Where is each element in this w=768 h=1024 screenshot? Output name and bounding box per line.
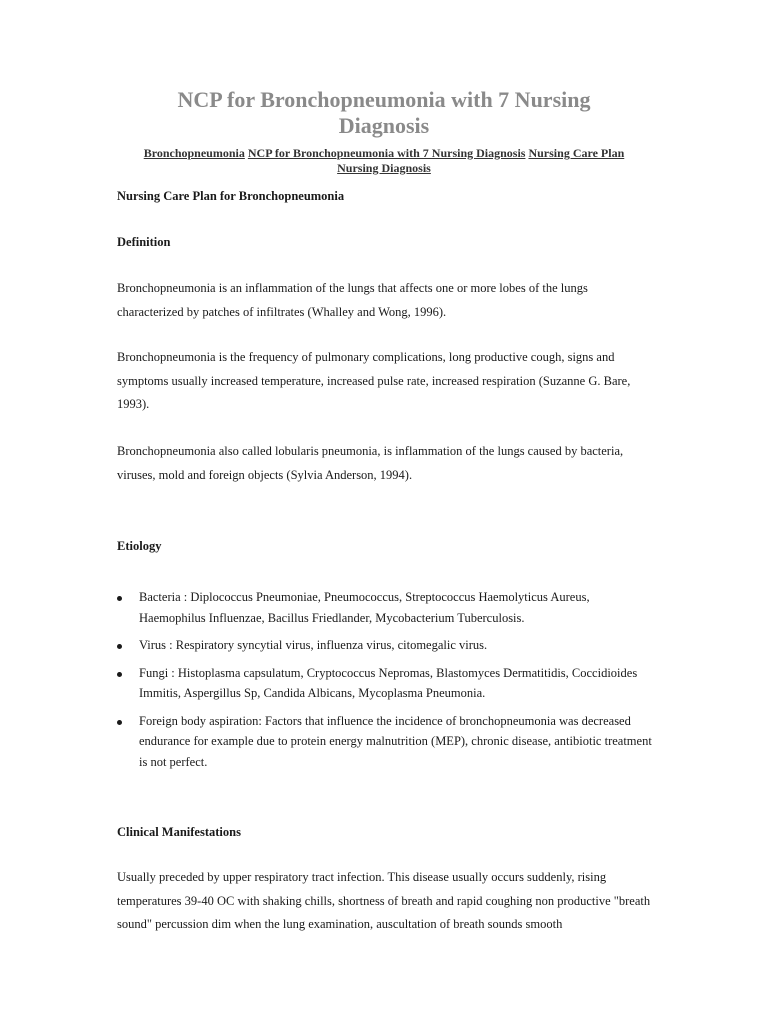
tag-link-nursing-diagnosis[interactable]: Nursing Diagnosis (337, 161, 431, 175)
clinical-paragraph: Usually preceded by upper respiratory tract infection. This disease usually occurs suddenly, rising temperatures 39-40 OC with shaking chills, shortness of breath and rapid coughing non productive "breath sound" percussion dim when the lung examination, auscultation of breath sounds smooth (117, 870, 651, 931)
etiology-item-text: Foreign body aspiration: Factors that influence the incidence of bronchopneumonia was decreased endurance for example due to protein energy malnutrition (MEP), chronic disease, antibiotic treatment is not perfect. (139, 713, 652, 769)
definition-heading: Definition (117, 235, 171, 249)
list-item (117, 635, 657, 656)
etiology-item-text: Bacteria : Diplococcus Pneumoniae, Pneumococcus, Streptococcus Haemolyticus Aureus, Haemophilus Influenzae, Bacillus Friedlander, Mycobacterium Tuberculosis. (139, 590, 590, 625)
definition-paragraph-3: Bronchopneumonia also called lobularis pneumonia, is inflammation of the lungs caused by bacteria, viruses, mold and foreign objects (Sylvia Anderson, 1994). (117, 444, 624, 482)
etiology-item-text: Virus : Respiratory syncytial virus, influenza virus, citomegalic virus. (139, 638, 488, 652)
definition-paragraph-2: Bronchopneumonia is the frequency of pulmonary complications, long productive cough, signs and symptoms usually increased temperature, increased pulse rate, increased respiration (Suzanne G. Bare, 1993). (117, 350, 631, 411)
definition-paragraph-1: Bronchopneumonia is an inflammation of the lungs that affects one or more lobes of the lungs characterized by patches of infiltrates (Whalley and Wong, 1996). (117, 281, 588, 319)
tag-link-nursing-care-plan[interactable]: Nursing Care Plan (528, 146, 625, 160)
document-title: NCP for Bronchopneumonia with 7 Nursing Diagnosis (177, 87, 591, 138)
clinical-heading: Clinical Manifestations (117, 825, 241, 839)
subtitle-heading: Nursing Care Plan for Bronchopneumonia (117, 189, 345, 203)
bullet-icon (117, 672, 122, 677)
tag-link-ncp[interactable]: NCP for Bronchopneumonia with 7 Nursing Diagnosis (247, 146, 526, 160)
list-item (117, 711, 657, 773)
etiology-list (117, 587, 657, 779)
list-item (117, 587, 657, 628)
bullet-icon (117, 644, 122, 649)
etiology-item-text: Fungi : Histoplasma capsulatum, Cryptococcus Nepromas, Blastomyces Dermatitidis, Coccidioides Immitis, Aspergillus Sp, Candida Albicans, Mycoplasma Pneumonia. (139, 665, 638, 700)
etiology-heading: Etiology (117, 539, 162, 553)
tag-link-bronchopneumonia[interactable]: Bronchopneumonia (143, 146, 245, 160)
tag-links (130, 146, 638, 176)
list-item (117, 663, 657, 704)
bullet-icon (117, 596, 122, 601)
bullet-icon (117, 720, 122, 725)
